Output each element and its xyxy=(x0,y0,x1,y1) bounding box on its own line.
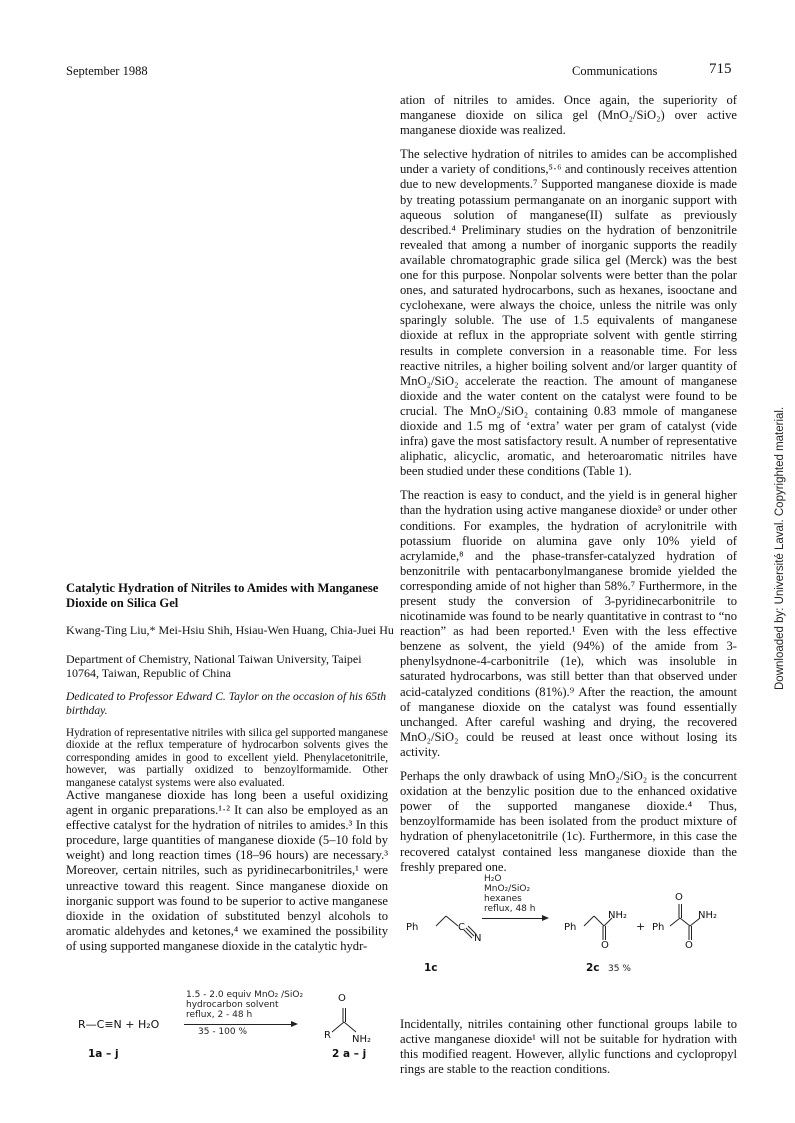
product-yield: 35 % xyxy=(608,964,631,974)
condition-water: H₂O xyxy=(484,874,502,884)
reactant-formula: R—C≡N + H₂O xyxy=(78,1018,160,1031)
reaction-arrow xyxy=(482,918,546,919)
page-number: 715 xyxy=(709,61,732,77)
reaction-scheme-2 xyxy=(400,874,740,984)
phenyl-group: Ph xyxy=(564,922,577,933)
header-date: September 1988 xyxy=(66,64,148,78)
carbonyl-oxygen: O xyxy=(338,993,346,1004)
carbonyl-oxygen: O xyxy=(675,892,683,903)
reaction-scheme-1 xyxy=(66,990,396,1070)
carbonyl-oxygen: O xyxy=(685,940,693,951)
amine-group: NH₂ xyxy=(698,910,718,921)
intro-paragraph: Active manganese dioxide has long been a useful oxidizing agent in organic preparations.¹·² It can also be employed as an effective catalyst for the hydration of nitriles to amides.³ In this procedure, large quantities of manganese dioxide (5–10 fold by weight) and long reaction times (18–96 hours) are necessary.³ Moreover, certain nitriles, such as pyridinecarbonitriles,¹ were unreactive toward this reagent. Since manganese dioxide on inorganic support was found to be superior to active manganese dioxide in the oxidation of substituted benzyl alcohols to aromatic aldehydes and ketones,⁴ we examined the possibility of using supported manganese dioxide in the catalytic hydr- xyxy=(66,788,388,953)
compound-label-1c: 1c xyxy=(424,962,438,974)
header-section: Communications xyxy=(572,64,658,78)
affiliation: Department of Chemistry, National Taiwan University, Taipei 10764, Taiwan, Republic of China xyxy=(66,652,362,680)
compound-label-2: 2 a – j xyxy=(332,1048,367,1060)
arrow-head xyxy=(291,1021,298,1027)
phenyl-group: Ph xyxy=(406,922,419,933)
paragraph: The reaction is easy to conduct, and the yield is in general higher than the hydration using active manganese dioxide³ or under other conditions. For examples, the hydration of acrylonitrile with potassium fluoride on alumina gave only 10% yield of acrylamide,⁸ and the phase-transfer-catalyzed hydration of benzonitrile with pentacarbonylmanganese bromide yielded the corresponding amide of not higher than 58%.⁷ Furthermore, in the present study the conversion of 3-pyridinecarbonitrile to nicotinamide was found to be nearly quantitative in contrast to “no reaction” as had been reported.¹ Even with the less effective benzene as solvent, the yield (94%) of the amide from 3-phenylsydnone-4-carbonitrile (1e), which was insoluble in saturated hydrocarbons, was still better than that observed under acid-catalyzed conditions (81%).⁹ After the reaction, the amount of manganese dioxide on the catalyst was found essentially unchanged. After careful washing and drying, the recovered MnO₂/SiO₂ could be reused at least once without losing its activity. xyxy=(400,488,737,759)
phenylacetamide-structure xyxy=(576,902,616,946)
amide-structure xyxy=(328,1004,378,1036)
nitrile-nitrogen: N xyxy=(474,933,482,944)
reaction-arrow xyxy=(184,1024,296,1025)
amine-group: NH₂ xyxy=(608,910,628,921)
authors: Kwang-Ting Liu,* Mei-Hsiu Shih, Hsiau-Wen Huang, Chia-Juei Hu xyxy=(66,623,394,637)
final-paragraph: Incidentally, nitriles containing other functional groups labile to active manganese dioxide¹ will not be suitable for hydration with this modified reagent. However, allylic functions and cyclopropyl rings are stable to the reaction conditions. xyxy=(400,1017,737,1077)
compound-label-2c: 2c xyxy=(586,962,600,974)
nitrile-carbon: C xyxy=(458,922,465,933)
carbonyl-oxygen: O xyxy=(601,940,609,951)
paragraph: Perhaps the only drawback of using MnO₂/SiO₂ is the concurrent oxidation at the benzylic position due to the enhanced oxidative power of the supported manganese dioxide.⁴ Thus, benzoylformamide has been isolated from the product mixture of hydration of phenylacetonitrile (1c). Furthermore, in this case the recovered catalyst contained less manganese dioxide than the freshly prepared one. xyxy=(400,769,737,874)
amine-group: NH₂ xyxy=(352,1034,372,1045)
plus-sign: + xyxy=(636,920,646,933)
download-notice: Downloaded by: Université Laval. Copyrighted material. xyxy=(774,406,786,690)
condition-yield: 35 - 100 % xyxy=(198,1027,248,1037)
abstract: Hydration of representative nitriles with silica gel supported manganese dioxide at the reflux temperature of hydrocarbon solvents gives the corresponding amides in good to excellent yield. Phenylacetonitrile, however, was partially oxidized to benzoylformamide. Other manganese catalyst systems were also evaluated. xyxy=(66,727,388,789)
compound-label-1: 1a – j xyxy=(88,1048,119,1060)
right-column xyxy=(400,93,737,884)
condition-solvent: hexanes xyxy=(484,894,522,904)
condition-time: reflux, 2 - 48 h xyxy=(186,1010,253,1020)
arrow-head xyxy=(542,915,549,921)
condition-solvent: hydrocarbon solvent xyxy=(186,1000,279,1010)
nitrile-structure xyxy=(420,906,480,942)
condition-time: reflux, 48 h xyxy=(484,904,536,914)
condition-reagent: MnO₂/SiO₂ xyxy=(484,884,531,894)
dedication: Dedicated to Professor Edward C. Taylor on the occasion of his 65th birthday. xyxy=(66,690,387,717)
r-group: R xyxy=(324,1030,331,1041)
paragraph: The selective hydration of nitriles to amides can be accomplished under a variety of conditions,⁵·⁶ and continously receives attention due to new developments.⁷ Supported manganese dioxide is made by treating potassium permanganate on an inorganic support with aqueous solution of manganese(II) sulfate as previously described.⁴ Preliminary studies on the hydration of benzonitrile revealed that among a number of inorganic supports the readily available chromatographic grade silica gel (Merck) was the best one for this purpose. Nonpolar solvents were better than the polar ones, and saturated hydrocarbons, such as hexanes, isooctane and cyclohexane, were always the choice, unless the nitrile was only sparingly soluble. The use of 1.5 equivalents of manganese dioxide at reflux in the appropriate solvent with gentle stirring results in complete conversion in a reasonable time. For less reactive nitriles, a higher boiling solvent and/or larger quantity of MnO₂/SiO₂ accelerate the reaction. The amount of manganese dioxide and the water content on the catalyst were found to be crucial. The MnO₂/SiO₂ containing 0.83 mmole of manganese dioxide and 1.5 mg of ‘extra’ water per gram of catalyst (vide infra) gave the most satisfactory result. A number of representative aliphatic, alicyclic, aromatic, and heteroaromatic nitriles have been studied under these conditions (Table 1). xyxy=(400,147,737,479)
paragraph: ation of nitriles to amides. Once again, the superiority of manganese dioxide on silica gel (MnO₂/SiO₂) over active manganese dioxide was realized. xyxy=(400,93,737,138)
phenyl-group: Ph xyxy=(652,922,665,933)
condition-reagent: 1.5 - 2.0 equiv MnO₂ /SiO₂ xyxy=(186,990,304,1000)
paper-title: Catalytic Hydration of Nitriles to Amides with Manganese Dioxide on Silica Gel xyxy=(66,581,379,610)
